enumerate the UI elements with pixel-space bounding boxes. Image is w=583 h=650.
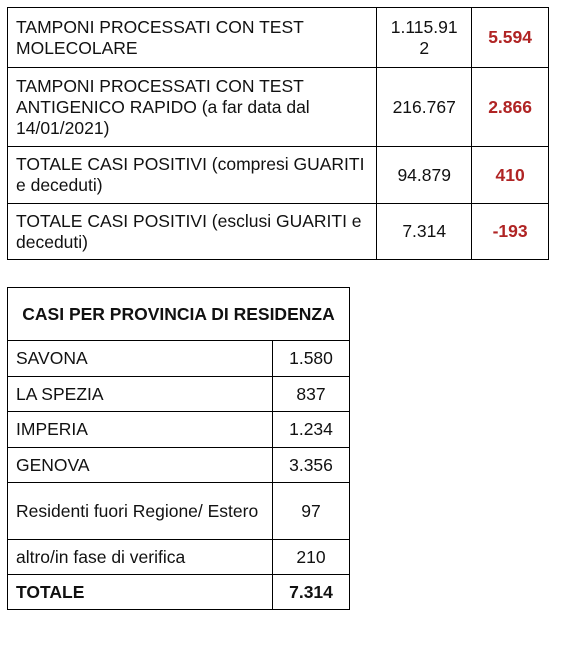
province-label: Residenti fuori Regione/ Estero bbox=[8, 483, 273, 540]
row-delta: 410 bbox=[472, 147, 549, 204]
row-delta: 5.594 bbox=[472, 8, 549, 68]
table-row bbox=[8, 68, 549, 147]
table-row bbox=[8, 204, 549, 260]
table-row bbox=[8, 412, 350, 448]
province-label: IMPERIA bbox=[8, 412, 273, 448]
row-label: TAMPONI PROCESSATI CON TEST MOLECOLARE bbox=[8, 8, 377, 68]
table-row bbox=[8, 341, 350, 377]
total-value: 7.314 bbox=[273, 575, 350, 610]
province-label: altro/in fase di verifica bbox=[8, 540, 273, 575]
row-delta: 2.866 bbox=[472, 68, 549, 147]
row-value: 94.879 bbox=[377, 147, 472, 204]
table-header-row bbox=[8, 288, 350, 341]
province-value: 1.580 bbox=[273, 341, 350, 377]
table-header: CASI PER PROVINCIA DI RESIDENZA bbox=[8, 288, 350, 341]
province-label: LA SPEZIA bbox=[8, 377, 273, 412]
table-row bbox=[8, 8, 549, 68]
province-label: GENOVA bbox=[8, 448, 273, 483]
province-value: 1.234 bbox=[273, 412, 350, 448]
province-value: 210 bbox=[273, 540, 350, 575]
province-value: 837 bbox=[273, 377, 350, 412]
table-row bbox=[8, 147, 549, 204]
table-row bbox=[8, 448, 350, 483]
row-value: 1.115.912 bbox=[377, 8, 472, 68]
province-table bbox=[7, 287, 350, 610]
row-value: 216.767 bbox=[377, 68, 472, 147]
province-label: SAVONA bbox=[8, 341, 273, 377]
province-value: 97 bbox=[273, 483, 350, 540]
row-value: 7.314 bbox=[377, 204, 472, 260]
total-row bbox=[8, 575, 350, 610]
summary-table bbox=[7, 7, 549, 260]
row-label: TOTALE CASI POSITIVI (compresi GUARITI e deceduti) bbox=[8, 147, 377, 204]
row-delta: -193 bbox=[472, 204, 549, 260]
table-row bbox=[8, 540, 350, 575]
table-row bbox=[8, 483, 350, 540]
total-label: TOTALE bbox=[8, 575, 273, 610]
row-label: TAMPONI PROCESSATI CON TEST ANTIGENICO RAPIDO (a far data dal 14/01/2021) bbox=[8, 68, 377, 147]
table-row bbox=[8, 377, 350, 412]
row-label: TOTALE CASI POSITIVI (esclusi GUARITI e deceduti) bbox=[8, 204, 377, 260]
province-value: 3.356 bbox=[273, 448, 350, 483]
